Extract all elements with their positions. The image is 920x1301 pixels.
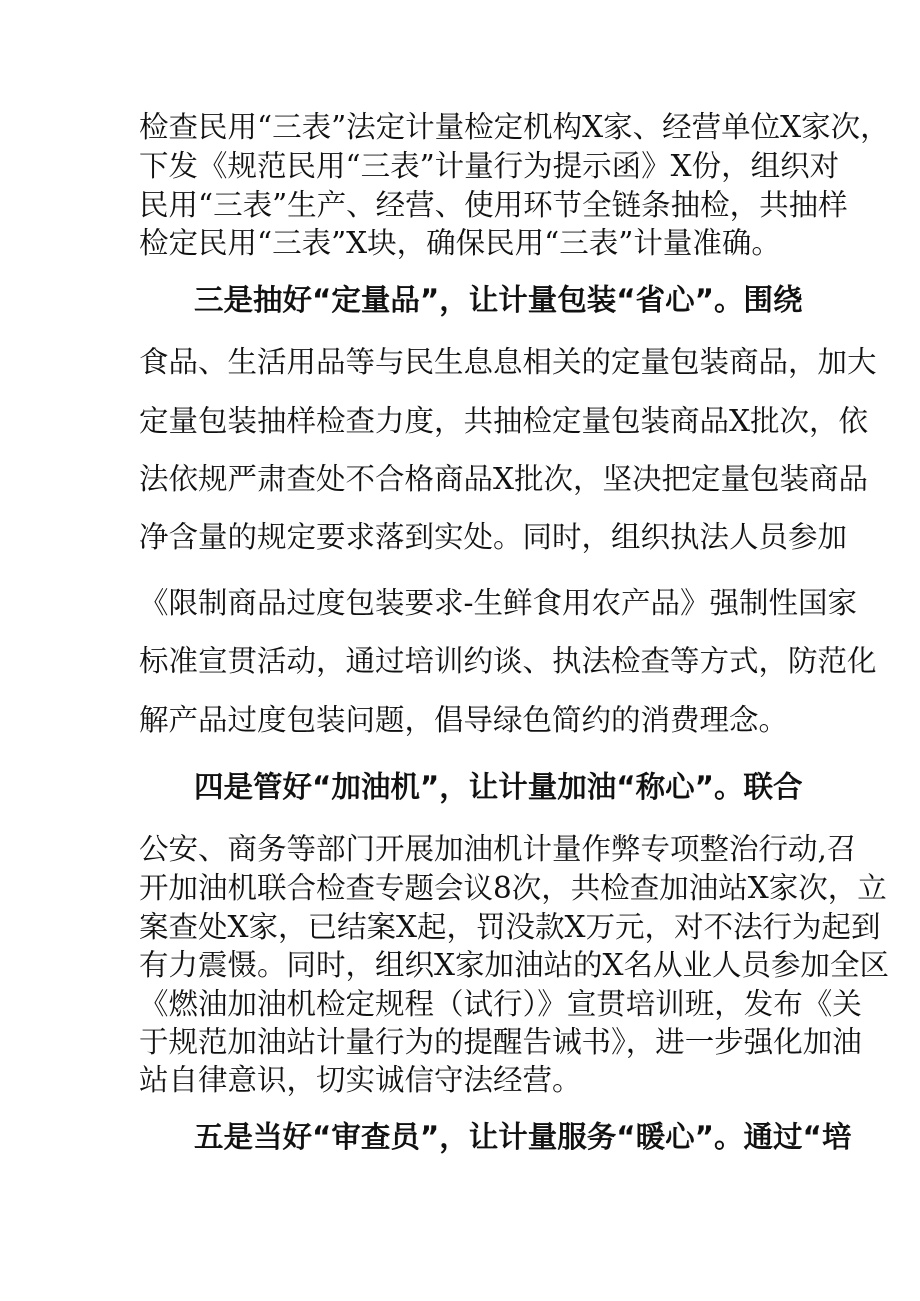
paragraph-line: 民用“三表”生产、经营、使用环节全链条抽检，共抽样 xyxy=(139,188,848,222)
section-heading-5: 五是当好“审查员”，让计量服务“暖心”。通过“培 xyxy=(194,1120,852,1154)
paragraph-line: 食品、生活用品等与民生息息相关的定量包装商品，加大 xyxy=(139,345,877,379)
section-heading-4: 四是管好“加油机”，让计量加油“称心”。联合 xyxy=(194,770,803,804)
paragraph-line: 公安、商务等部门开展加油机计量作弊专项整治行动,召 xyxy=(139,832,857,866)
paragraph-line: 净含量的规定要求落到实处。同时，组织执法人员参加 xyxy=(139,520,848,554)
paragraph-line: 检查民用“三表”法定计量检定机构X家、经营单位X家次， xyxy=(139,110,890,144)
paragraph-line: 站自律意识，切实诚信守法经营。 xyxy=(139,1063,582,1097)
section-heading-3: 三是抽好“定量品”，让计量包装“省心”。围绕 xyxy=(194,283,803,317)
paragraph-line: 开加油机联合检查专题会议8次，共检查加油站X家次，立 xyxy=(139,871,887,905)
paragraph-line: 《燃油加油机检定规程（试行）》宣贯培训班，发布《关 xyxy=(139,987,862,1021)
paragraph-line: 定量包装抽样检查力度，共抽检定量包装商品X批次，依 xyxy=(139,404,869,438)
paragraph-line: 案查处X家，已结案X起，罚没款X万元，对不法行为起到 xyxy=(139,910,881,944)
paragraph-line: 《限制商品过度包装要求-生鲜食用农产品》强制性国家 xyxy=(139,586,857,620)
paragraph-line: 解产品过度包装问题，倡导绿色简约的消费理念。 xyxy=(139,703,789,737)
paragraph-line: 检定民用“三表”X块，确保民用“三表”计量准确。 xyxy=(139,226,781,260)
paragraph-line: 下发《规范民用“三表”计量行为提示函》X份，组织对 xyxy=(139,149,840,183)
paragraph-line: 于规范加油站计量行为的提醒告诫书》，进一步强化加油 xyxy=(139,1025,862,1059)
paragraph-line: 法依规严肃查处不合格商品X批次，坚决把定量包装商品 xyxy=(139,462,869,496)
paragraph-line: 有力震慑。同时，组织X家加油站的X名从业人员参加全区 xyxy=(139,948,890,982)
paragraph-line: 标准宣贯活动，通过培训约谈、执法检查等方式，防范化 xyxy=(139,644,877,678)
